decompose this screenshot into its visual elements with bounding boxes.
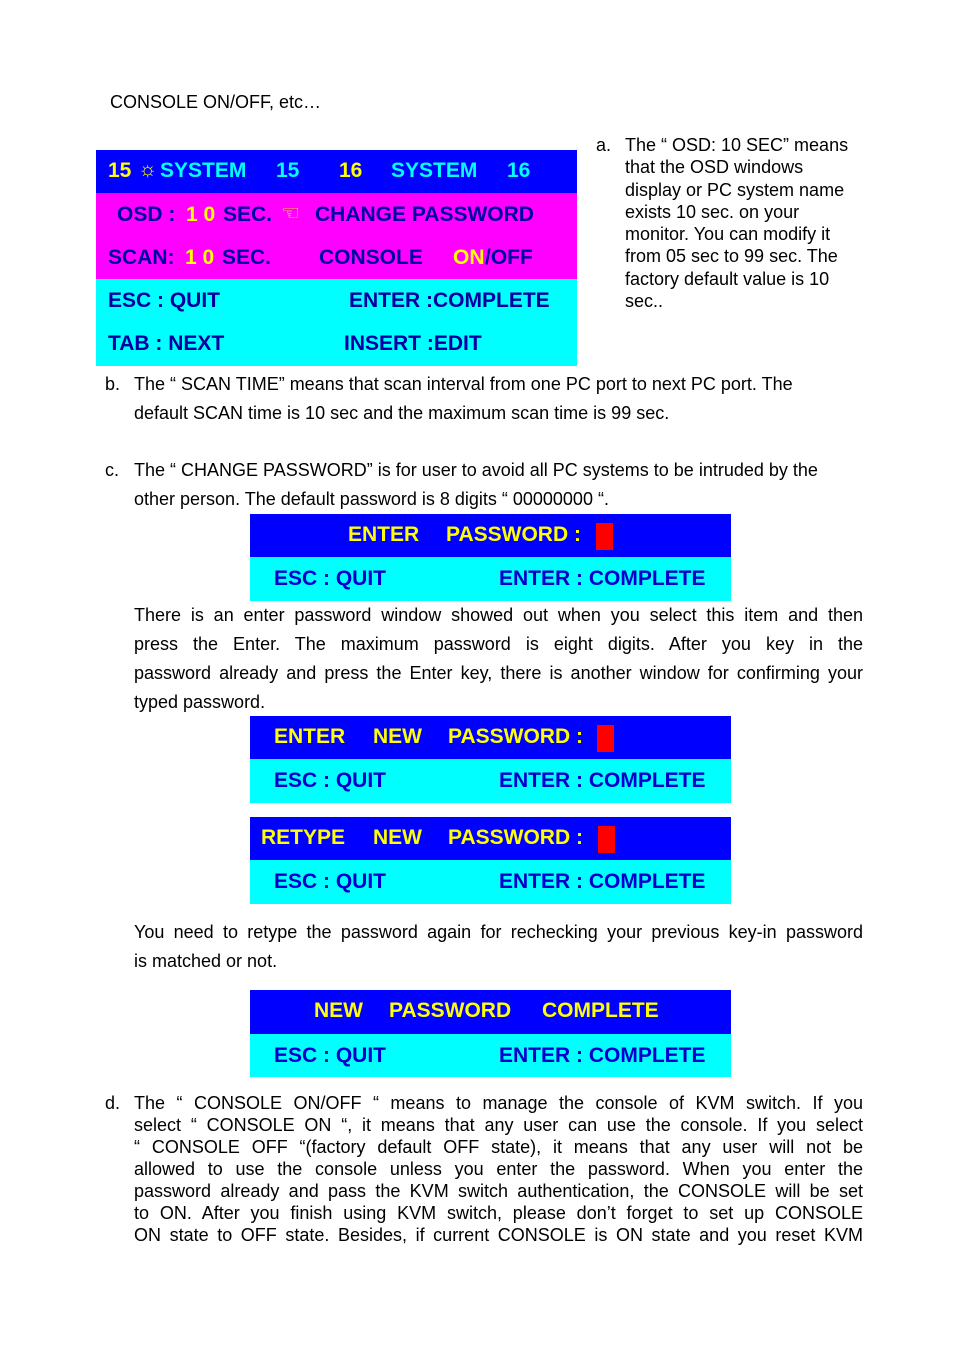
new-word: NEW	[314, 999, 363, 1022]
note-b-line: The “ SCAN TIME” means that scan interval from one PC port to next PC port. The	[134, 374, 793, 394]
password-word: PASSWORD	[389, 999, 512, 1022]
system-number-16: 16	[339, 159, 363, 182]
osd-row-tab-insert	[96, 323, 577, 366]
console-off-option[interactable]: /OFF	[485, 246, 533, 269]
esc-quit-key: ESC : QUIT	[274, 1044, 387, 1067]
intro-line: CONSOLE ON/OFF, etc…	[110, 92, 322, 112]
note-d-line: “ CONSOLE OFF “(factory default OFF state), it means that any user will not be	[134, 1137, 863, 1157]
scan-time-label: SCAN:	[108, 246, 175, 269]
password-complete-window	[250, 990, 731, 1077]
retype-word: RETYPE	[261, 826, 346, 849]
enter-complete-key: ENTER : COMPLETE	[499, 567, 706, 590]
paragraph-line: There is an enter password window showed out when you select this item and then	[134, 605, 863, 625]
change-password-item[interactable]: CHANGE PASSWORD	[315, 203, 534, 226]
esc-quit-key: ESC : QUIT	[108, 289, 221, 312]
retype-password-keys-row	[250, 860, 731, 904]
note-c-line: other person. The default password is 8 digits “ 00000000 “.	[134, 489, 609, 509]
console-on-option[interactable]: ON	[453, 246, 485, 269]
new-word: NEW	[373, 826, 422, 849]
note-a-letter: a.	[596, 135, 612, 155]
note-a-line: factory default value is 10	[625, 268, 830, 289]
password-prompt: PASSWORD :	[446, 523, 581, 546]
osd-time-unit: SEC.	[223, 203, 273, 226]
retype-password-window	[250, 817, 731, 904]
osd-row-systems	[96, 150, 577, 193]
note-b-line: default SCAN time is 10 sec and the maximum scan time is 99 sec.	[134, 403, 670, 423]
esc-quit-key: ESC : QUIT	[274, 769, 387, 792]
paragraph-line: password already and press the Enter key, there is another window for confirming your	[134, 663, 863, 683]
osd-time-value[interactable]: 1 0	[186, 203, 216, 226]
osd-menu-window	[96, 150, 577, 366]
insert-edit-key: INSERT :EDIT	[344, 332, 482, 355]
note-a-line: The “ OSD: 10 SEC” means	[625, 135, 849, 155]
system-name-16[interactable]: SYSTEM	[391, 159, 478, 182]
note-a-line: display or PC system name	[625, 179, 845, 200]
system-port-15: 15	[276, 159, 300, 182]
enter-complete-key: ENTER :COMPLETE	[349, 289, 550, 312]
pointing-hand-icon: ☜	[281, 202, 300, 225]
password-input-cursor[interactable]	[598, 826, 615, 853]
paragraph-line: typed password.	[134, 692, 266, 712]
scan-time-value[interactable]: 1 0	[185, 246, 215, 269]
paragraph-line: press the Enter. The maximum password is eight digits. After you key in the	[134, 634, 863, 654]
osd-row-esc-enter	[96, 279, 577, 323]
password-input-cursor[interactable]	[597, 725, 614, 752]
osd-row-scan-time	[96, 236, 577, 279]
complete-word: COMPLETE	[542, 999, 659, 1022]
esc-quit-key: ESC : QUIT	[274, 567, 387, 590]
note-b-letter: b.	[105, 374, 121, 394]
retype-paragraph	[134, 918, 863, 976]
password-prompt: PASSWORD :	[448, 725, 583, 748]
enter-password-keys-row	[250, 557, 731, 601]
new-password-row	[250, 716, 731, 759]
retype-password-row	[250, 817, 731, 860]
sun-icon: ☼	[138, 158, 158, 181]
enter-word: ENTER	[348, 523, 420, 546]
paragraph-line: is matched or not.	[134, 951, 278, 971]
scan-time-unit: SEC.	[222, 246, 272, 269]
osd-time-label: OSD :	[117, 203, 176, 226]
enter-complete-key: ENTER : COMPLETE	[499, 1044, 706, 1067]
note-d-line: ON state to OFF state. Besides, if current CONSOLE is ON state and you reset KVM	[134, 1225, 863, 1245]
paragraph-line: You need to retype the password again for rechecking your previous key-in password	[134, 922, 863, 942]
note-c-line: The “ CHANGE PASSWORD” is for user to avoid all PC systems to be intruded by the	[134, 460, 818, 480]
enter-password-window	[250, 514, 731, 601]
note-d-letter: d.	[105, 1093, 121, 1113]
osd-row-osd-time	[96, 193, 577, 236]
new-word: NEW	[373, 725, 422, 748]
console-label: CONSOLE	[319, 246, 423, 269]
enter-password-paragraph	[134, 601, 863, 717]
note-a-line: exists 10 sec. on your	[625, 201, 800, 222]
esc-quit-key: ESC : QUIT	[274, 870, 387, 893]
note-a-line: sec..	[625, 291, 664, 312]
note-a-line: that the OSD windows	[625, 157, 804, 178]
enter-complete-key: ENTER : COMPLETE	[499, 769, 706, 792]
password-prompt: PASSWORD :	[448, 826, 583, 849]
note-a-line: monitor. You can modify it	[625, 224, 831, 245]
note-c-letter: c.	[105, 460, 120, 480]
tab-next-key: TAB : NEXT	[108, 332, 225, 355]
enter-password-row	[250, 514, 731, 557]
enter-complete-key: ENTER : COMPLETE	[499, 870, 706, 893]
new-password-window	[250, 716, 731, 803]
password-input-cursor[interactable]	[596, 523, 613, 550]
note-d-line: The “ CONSOLE ON/OFF “ means to manage the console of KVM switch. If you	[134, 1093, 863, 1113]
system-name-15[interactable]: SYSTEM	[160, 159, 247, 182]
password-complete-keys-row	[250, 1034, 731, 1077]
system-number-15: 15	[108, 159, 132, 182]
enter-word: ENTER	[274, 725, 346, 748]
note-a-line: from 05 sec to 99 sec. The	[625, 246, 838, 267]
new-password-keys-row	[250, 759, 731, 803]
note-d-line: password already and pass the KVM switch authentication, the CONSOLE will be set	[134, 1181, 863, 1201]
note-d-line: allowed to use the console unless you enter the password. When you enter the	[134, 1159, 863, 1179]
note-d-line: to ON. After you finish using KVM switch, please don’t forget to set up CONSOLE	[134, 1203, 863, 1223]
password-complete-row	[250, 990, 731, 1034]
system-port-16: 16	[507, 159, 531, 182]
note-d-line: select “ CONSOLE ON “, it means that any user can use the console. If you select	[134, 1115, 863, 1135]
